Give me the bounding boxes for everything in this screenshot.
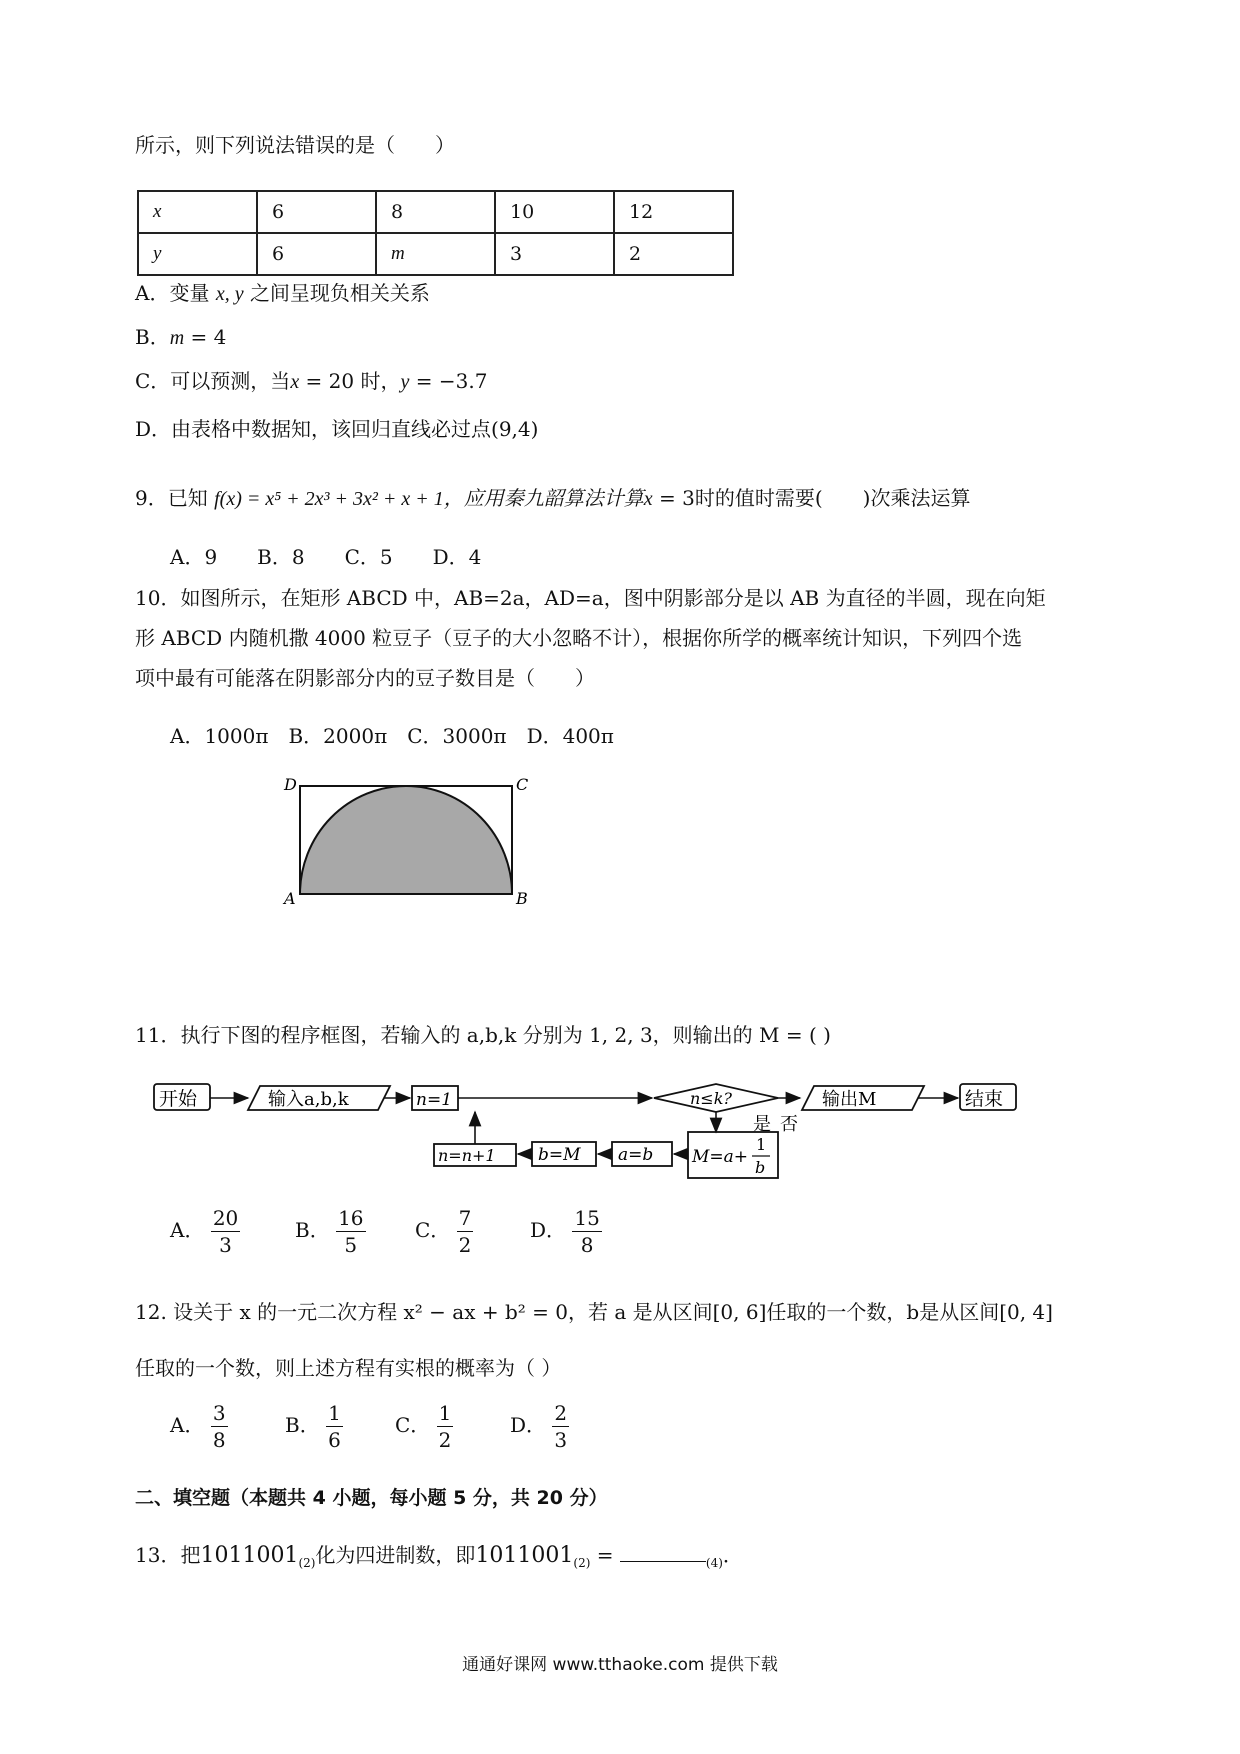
q9-stem: [135, 483, 971, 514]
q12-option-b: [285, 1400, 343, 1453]
q13-base: (2): [298, 1556, 316, 1570]
option-label: A．: [170, 1218, 205, 1242]
option-label: D．: [530, 1218, 567, 1242]
option-fraction: [326, 1400, 343, 1453]
vertex-label-a: A: [284, 889, 296, 908]
option-fraction: [211, 1400, 228, 1453]
q8-option-c: [135, 366, 487, 397]
option-text: B．: [135, 325, 170, 349]
fraction-numerator: 3: [212, 1401, 226, 1425]
shaded-semicircle: [300, 786, 512, 894]
fraction-denominator: 5: [344, 1233, 358, 1257]
q11-option-c: [415, 1205, 473, 1258]
option-text: = 4: [184, 325, 227, 349]
q13-number: 1011001: [475, 1543, 574, 1568]
option-label: B．: [285, 1413, 320, 1437]
flow-init-label: n=1: [416, 1090, 453, 1110]
flow-input-label: 输入a,b,k: [268, 1089, 349, 1110]
fraction-numerator: 7: [458, 1206, 472, 1230]
q13-stem: [135, 1540, 743, 1578]
flow-yes-label: 是: [753, 1114, 771, 1135]
option-fraction: [552, 1400, 569, 1453]
flow-step-a-label: a=b: [618, 1145, 654, 1165]
fraction-denominator: 3: [219, 1233, 232, 1257]
q10-rectangle-semicircle-figure: [280, 770, 540, 910]
q11-option-a: [170, 1205, 240, 1258]
q9-math: x: [643, 488, 653, 510]
vertex-label-d: D: [284, 775, 297, 794]
table-row: [138, 191, 733, 233]
flow-end-label: 结束: [965, 1088, 1004, 1110]
q8-stem-tail: 所示，则下列说法错误的是（ ）: [135, 133, 455, 157]
q10-stem-line3: 项中最有可能落在阴影部分内的豆子数目是（ ）: [135, 666, 595, 690]
option-math: x, y: [215, 283, 244, 305]
flow-no-label: 否: [780, 1114, 798, 1135]
fraction-denominator: 6: [328, 1428, 341, 1452]
table-cell: m: [376, 233, 495, 275]
q9-math: (x) = x⁵ + 2x³ + 3x² + x + 1，应用秦九韶算法计算: [219, 488, 644, 510]
q13-text: 13．把: [135, 1543, 201, 1567]
option-fraction: [336, 1205, 365, 1258]
table-cell: 2: [614, 233, 733, 275]
option-fraction: [457, 1205, 474, 1258]
option-math: m: [169, 327, 185, 349]
q11-stem: 11．执行下图的程序框图，若输入的 a,b,k 分别为 1, 2, 3，则输出的 M = ( ): [135, 1023, 831, 1047]
option-text: 之间呈现负相关关系: [249, 281, 430, 305]
q12-stem-line1: 12. 设关于 x 的一元二次方程 x² − ax + b² = 0，若 a 是从区间[0, 6]任取的一个数，b是从区间[0, 4]: [135, 1300, 1053, 1324]
q13-base: (4): [705, 1556, 723, 1570]
table-cell: x: [138, 191, 257, 233]
q10-stem-line1: 10．如图所示，在矩形 ABCD 中，AB=2a，AD=a，图中阴影部分是以 AB 为直径的半圆，现在向矩: [135, 586, 1046, 610]
fraction-denominator: 8: [580, 1233, 594, 1257]
flow-start-label: 开始: [159, 1088, 198, 1110]
option-label: C．: [395, 1413, 431, 1437]
q9-text: = 3时的值时需要( )次乘法运算: [652, 486, 971, 510]
q13-text: =: [590, 1543, 620, 1567]
option-label: D．: [510, 1413, 547, 1437]
vertex-label-c: C: [516, 775, 529, 794]
q12-stem-line2: 任取的一个数，则上述方程有实根的概率为（ ）: [135, 1356, 562, 1380]
fraction-denominator: 3: [554, 1428, 568, 1452]
option-math: y: [400, 371, 410, 393]
fraction-denominator: 8: [212, 1428, 226, 1452]
fraction-numerator: 16: [338, 1206, 364, 1230]
option-fraction: [437, 1400, 454, 1453]
flow-step-m-den: b: [755, 1158, 766, 1177]
fraction-numerator: 1: [328, 1401, 341, 1425]
flow-step-m-label: M=a+: [692, 1147, 749, 1167]
page-footer: 通通好课网 www.tthaoke.com 提供下载: [462, 1655, 778, 1675]
fraction-numerator: 1: [438, 1401, 452, 1425]
table-cell: 6: [257, 191, 376, 233]
q11-flowchart: [150, 1070, 1030, 1190]
option-label: B．: [295, 1218, 330, 1242]
option-label: A．: [170, 1413, 205, 1437]
table-row: [138, 233, 733, 275]
option-text: C．可以预测，当: [135, 369, 291, 393]
q11-option-b: [295, 1205, 366, 1258]
q9-text: 9．已知: [135, 486, 208, 510]
table-cell: y: [138, 233, 257, 275]
section-heading-fill-in: 二、填空题（本题共 4 小题，每小题 5 分，共 20 分）: [135, 1487, 608, 1509]
fraction-numerator: 15: [574, 1206, 600, 1230]
q9-math: f: [214, 488, 220, 510]
q13-number: 1011001: [200, 1543, 299, 1568]
flow-step-m-num: 1: [756, 1135, 767, 1154]
fraction-numerator: 2: [554, 1401, 568, 1425]
flow-step-n-label: n=n+1: [438, 1146, 496, 1165]
option-text: = −3.7: [409, 369, 488, 393]
q10-options: A．1000π B．2000π C．3000π D．400π: [170, 724, 614, 748]
option-fraction: [572, 1205, 601, 1258]
option-math: x: [290, 371, 300, 393]
vertex-label-b: B: [516, 889, 528, 908]
fraction-numerator: 20: [212, 1206, 239, 1230]
q12-option-a: [170, 1400, 228, 1453]
q13-text: 化为四进制数，即: [315, 1543, 476, 1567]
q12-option-c: [395, 1400, 453, 1453]
q8-data-table: [137, 190, 734, 276]
q11-option-d: [530, 1205, 602, 1258]
option-label: C．: [415, 1218, 451, 1242]
q8-option-b: [135, 322, 226, 353]
option-text: A．变量: [135, 281, 210, 305]
fraction-denominator: 2: [458, 1233, 472, 1257]
q13-base: (2): [573, 1556, 591, 1570]
q8-option-a: [135, 278, 430, 309]
table-cell: 12: [614, 191, 733, 233]
q13-answer-blank[interactable]: [620, 1543, 706, 1562]
q8-option-d: D．由表格中数据知，该回归直线必过点(9,4): [135, 417, 539, 441]
table-cell: 6: [257, 233, 376, 275]
table-cell: 8: [376, 191, 495, 233]
table-cell: 10: [495, 191, 614, 233]
table-cell: 3: [495, 233, 614, 275]
q9-options: A．9 B．8 C．5 D．4: [170, 545, 482, 569]
q13-text: ．: [722, 1543, 743, 1567]
q12-option-d: [510, 1400, 569, 1453]
option-fraction: [211, 1205, 240, 1258]
flow-output-label: 输出M: [822, 1089, 877, 1110]
option-text: = 20 时，: [299, 369, 401, 393]
fraction-denominator: 2: [438, 1428, 452, 1452]
flow-condition-label: n≤k?: [690, 1089, 732, 1108]
flow-step-b-label: b=M: [538, 1145, 581, 1165]
q10-stem-line2: 形 ABCD 内随机撒 4000 粒豆子（豆子的大小忽略不计），根据你所学的概率统计知识，下列四个选: [135, 626, 1023, 650]
